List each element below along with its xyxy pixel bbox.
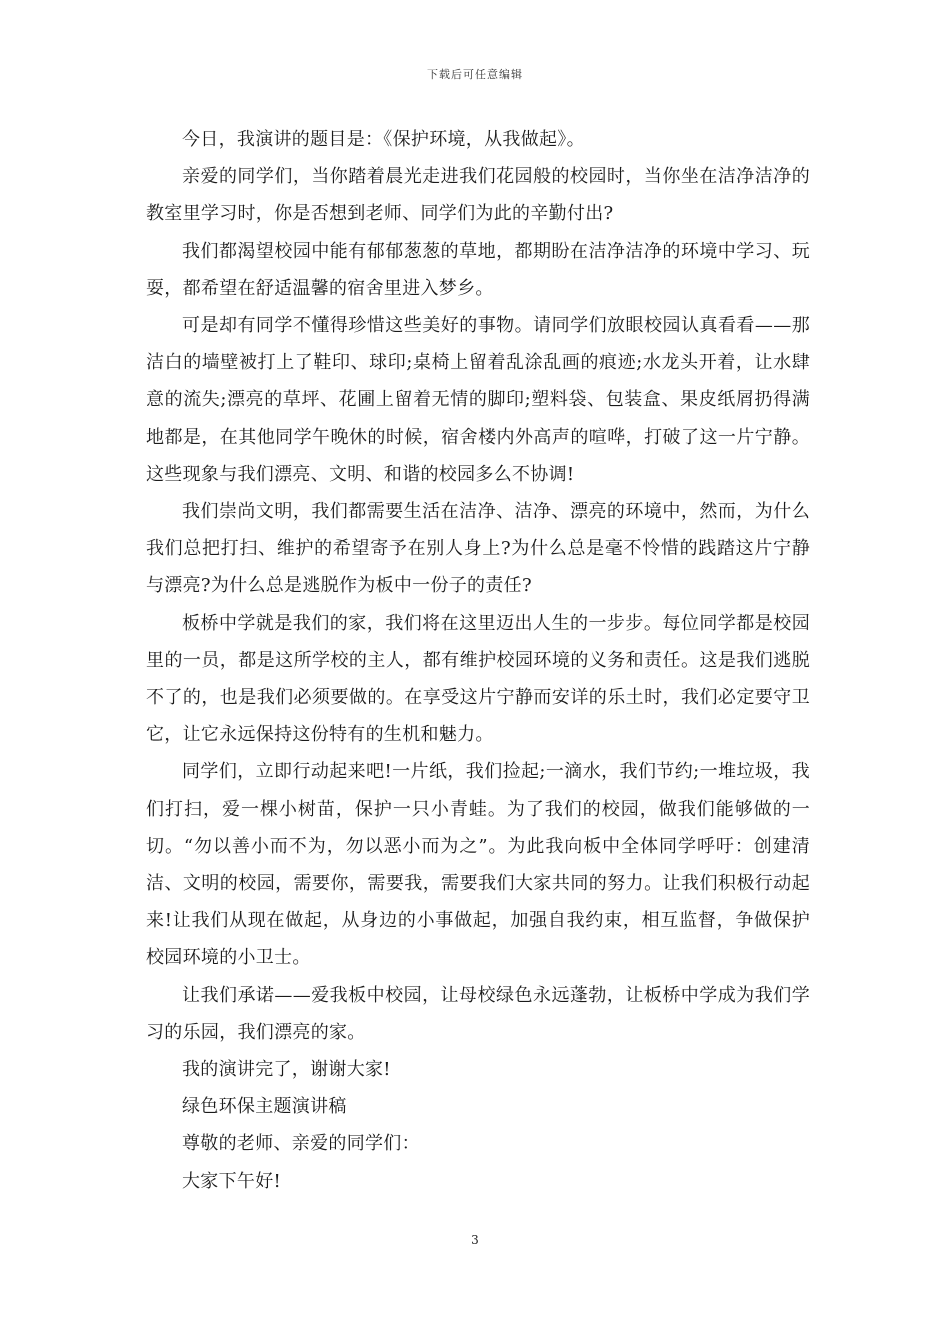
paragraph: 板桥中学就是我们的家，我们将在这里迈出人生的一步步。每位同学都是校园里的一员，都是这所学校的主人，都有维护校园环境的义务和责任。这是我们逃脱不了的，也是我们必须要做的。在享受这片宁静而安详的乐土时，我们必定要守卫它，让它永远保持这份特有的生机和魅力。: [146, 612, 810, 746]
paragraph: 让我们承诺——爱我板中校园，让母校绿色永远蓬勃，让板桥中学成为我们学习的乐园，我们漂亮的家。: [146, 984, 810, 1043]
greeting: 大家下午好!: [182, 1170, 282, 1192]
paragraph: 我们都渴望校园中能有郁郁葱葱的草地，都期盼在洁净洁净的环境中学习、玩耍，都希望在舒适温馨的宿舍里进入梦乡。: [146, 240, 810, 299]
section-title: 绿色环保主题演讲稿: [182, 1096, 347, 1118]
paragraph: 我们崇尚文明，我们都需要生活在洁净、洁净、漂亮的环境中，然而，为什么我们总把打扫、维护的希望寄予在别人身上?为什么总是毫不怜惜的践踏这片宁静与漂亮?为什么总是逃脱作为板中一份子的责任?: [146, 501, 810, 597]
page-header: 下载后可任意编辑: [427, 68, 523, 81]
page-number: 3: [471, 1233, 479, 1247]
document-body: [146, 121, 810, 1200]
salutation: 尊敬的老师、亲爱的同学们：: [182, 1133, 420, 1155]
paragraph: 今日，我演讲的题目是：《保护环境，从我做起》。: [182, 129, 585, 150]
paragraph: 我的演讲完了，谢谢大家!: [182, 1059, 391, 1081]
paragraph: 亲爱的同学们，当你踏着晨光走进我们花园般的校园时，当你坐在洁净洁净的教室里学习时，你是否想到老师、同学们为此的辛勤付出?: [146, 166, 810, 225]
paragraph: 可是却有同学不懂得珍惜这些美好的事物。请同学们放眼校园认真看看——那洁白的墙壁被打上了鞋印、球印;桌椅上留着乱涂乱画的痕迹;水龙头开着，让水肆意的流失;漂亮的草坪、花圃上留着无情的脚印;塑料袋、包装盒、果皮纸屑扔得满地都是，在其他同学午晚休的时候，宿舍楼内外高声的喧哗，打破了这一片宁静。这些现象与我们漂亮、文明、和谐的校园多么不协调!: [146, 315, 810, 485]
paragraph: 同学们，立即行动起来吧!一片纸，我们捡起;一滴水，我们节约;一堆垃圾，我们打扫，爱一棵小树苗，保护一只小青蛙。为了我们的校园，做我们能够做的一切。“勿以善小而不为，勿以恶小而为之”。为此我向板中全体同学呼吁：创建清洁、文明的校园，需要你，需要我，需要我们大家共同的努力。让我们积极行动起来!让我们从现在做起，从身边的小事做起，加强自我约束，相互监督，争做保护校园环境的小卫士。: [146, 761, 810, 969]
